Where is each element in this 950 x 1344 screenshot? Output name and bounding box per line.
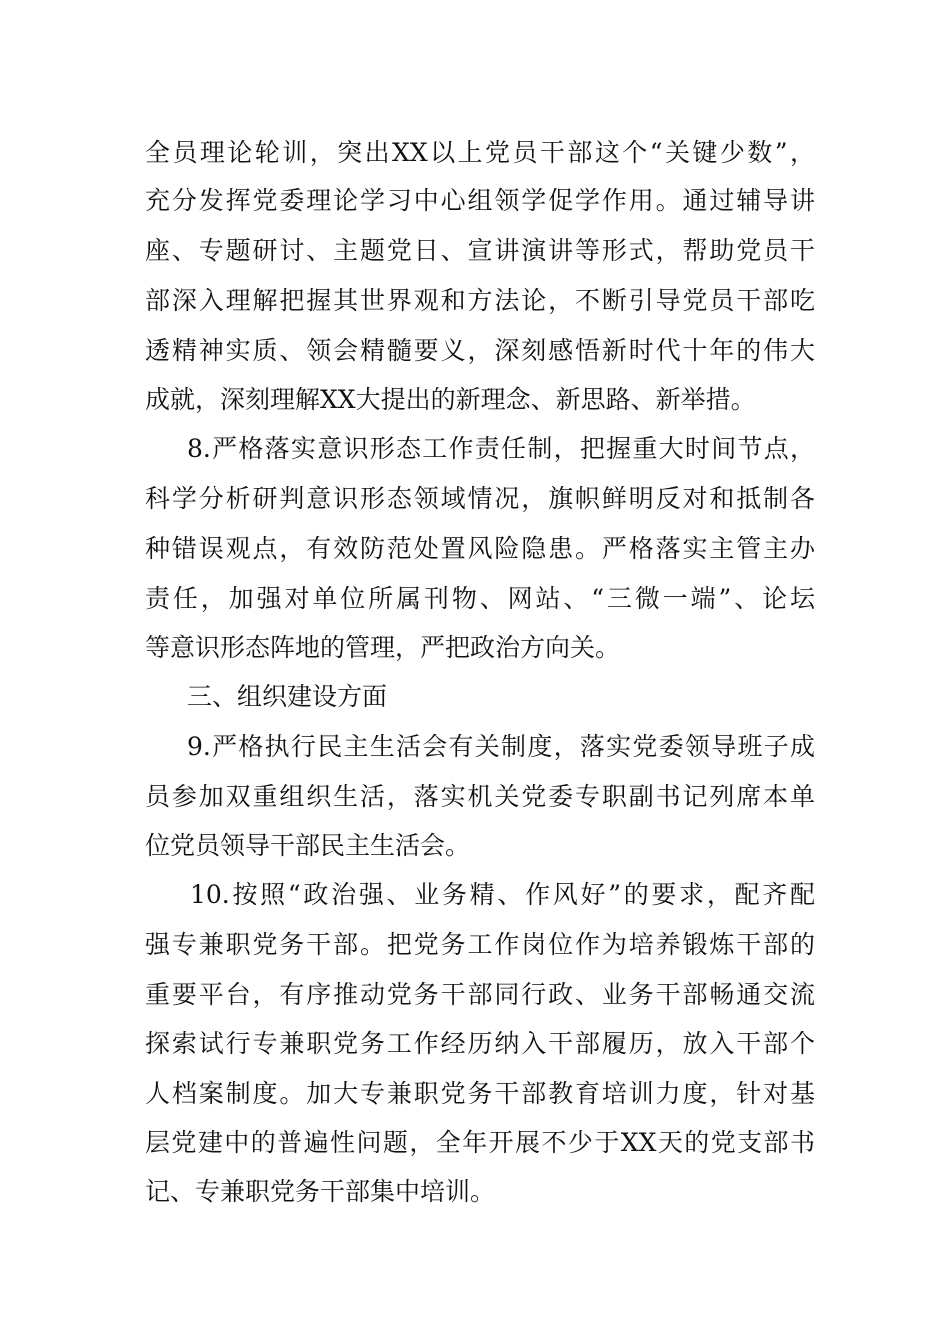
text-line: 层党建中的普遍性问题，全年开展不少于XX天的党支部书 <box>145 1128 815 1157</box>
text-line: 成就，深刻理解XX大提出的新理念、新思路、新举措。 <box>145 385 756 414</box>
text-line: 种错误观点，有效防范处置风险隐患。严格落实主管主办 <box>145 534 815 563</box>
text-line: 科学分析研判意识形态领域情况，旗帜鲜明反对和抵制各 <box>145 484 815 513</box>
text-line: 重要平台，有序推动党务干部同行政、业务干部畅通交流 <box>145 980 815 1009</box>
text-line: 强专兼职党务干部。把党务工作岗位作为培养锻炼干部的 <box>145 930 815 959</box>
paragraph-9-first-line: 9.严格执行民主生活会有关制度，落实党委领导班子成 <box>187 732 815 761</box>
text-line: 座、专题研讨、主题党日、宣讲演讲等形式，帮助党员干 <box>145 236 815 265</box>
text-line: 透精神实质、领会精髓要义，深刻感悟新时代十年的伟大 <box>145 336 815 365</box>
text-line: 全员理论轮训，突出XX以上党员干部这个“关键少数”， <box>145 138 815 167</box>
text-line: 探索试行专兼职党务工作经历纳入干部履历，放入干部个 <box>145 1029 815 1058</box>
text-line: 部深入理解把握其世界观和方法论，不断引导党员干部吃 <box>145 286 815 315</box>
text-line: 责任，加强对单位所属刊物、网站、“三微一端”、论坛 <box>145 584 815 613</box>
text-line: 记、专兼职党务干部集中培训。 <box>145 1177 496 1206</box>
text-line: 充分发挥党委理论学习中心组领学促学作用。通过辅导讲 <box>145 186 815 215</box>
paragraph-8-first-line: 8.严格落实意识形态工作责任制，把握重大时间节点， <box>187 434 815 463</box>
paragraph-10-first-line: 10.按照“政治强、业务精、作风好”的要求，配齐配 <box>190 880 815 909</box>
text-line: 等意识形态阵地的管理，严把政治方向关。 <box>145 633 621 662</box>
text-line: 人档案制度。加大专兼职党务干部教育培训力度，针对基 <box>145 1079 815 1108</box>
section-heading: 三、组织建设方面 <box>187 682 388 711</box>
text-line: 员参加双重组织生活，落实机关党委专职副书记列席本单 <box>145 782 815 811</box>
text-line: 位党员领导干部民主生活会。 <box>145 831 471 860</box>
